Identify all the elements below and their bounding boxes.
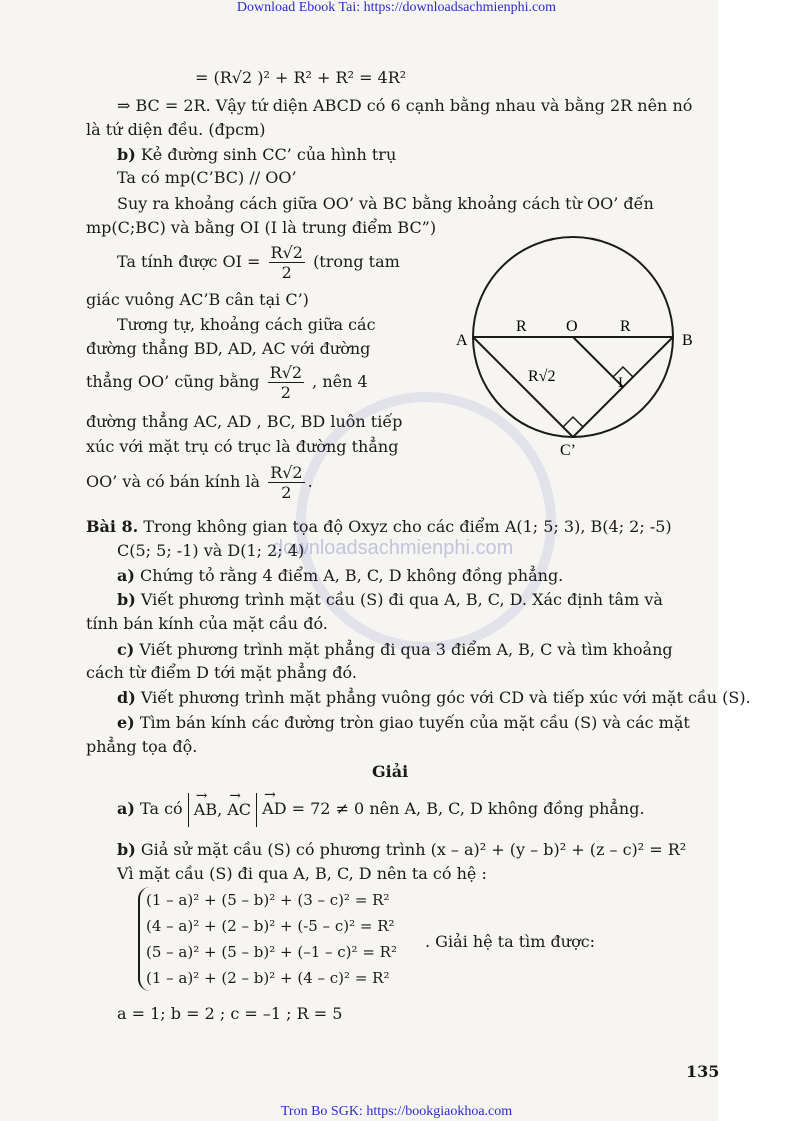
footer-link[interactable]: Tron Bo SGK: https://bookgiaokhoa.com [280, 1104, 513, 1119]
text-span: Ta tính được OI = [117, 252, 261, 271]
bracket: → AB, → AC [188, 793, 257, 827]
fraction: $\frac{R√2}{2}$ [270, 463, 303, 502]
text-line: giác vuông AC’B cân tại C’) [86, 290, 309, 309]
vector-ac: → AC [227, 795, 251, 825]
text-span: Kẻ đường sinh CC’ của hình trụ [135, 145, 397, 164]
circle-diagram [456, 255, 708, 465]
label-r-sqrt2: R√2 [528, 368, 556, 385]
equation: (1 – a)² + (5 – b)² + (3 – c)² = R² [146, 891, 390, 909]
text-line: OO’ và có bán kính là $\frac{R√2}{2}$ . [86, 463, 313, 502]
equation: (5 – a)² + (5 – b)² + (–1 – c)² = R² [146, 943, 397, 961]
watermark-text: downloadsachmienphi.com [272, 537, 514, 559]
page-number: 135 [686, 1062, 720, 1081]
exercise-title [86, 517, 672, 537]
solution-heading: Giải [372, 762, 409, 781]
right-angle-i [613, 367, 633, 377]
exercise-label: Bài 8. [86, 517, 139, 536]
text-span: , nên 4 [312, 372, 368, 391]
text-line: đường thẳng AC, AD , BC, BD luôn tiếp [86, 412, 403, 431]
text-line: C(5; 5; -1) và D(1; 2; 4) [117, 541, 305, 560]
vector-ab: → AB [194, 795, 217, 825]
text-line: xúc với mặt trụ có trục là đường thẳng [86, 437, 399, 456]
fraction: $\frac{R√2}{2}$ [270, 243, 303, 282]
text-line: tính bán kính của mặt cầu đó. [86, 614, 328, 633]
label-o: O [566, 318, 578, 335]
text-line: mp(C;BC) và bằng OI (I là trung điểm BC”) [86, 218, 437, 237]
vector-ad: → AD [262, 792, 286, 826]
text-line: cách từ điểm D tới mặt phẳng đó. [86, 663, 357, 682]
fraction: $\frac{R√2}{2}$ [269, 363, 303, 402]
text-line: Suy ra khoảng cách giữa OO’ và BC bằng khoảng cách từ OO’ đến [117, 194, 654, 213]
text-line: a) Chứng tỏ rằng 4 điểm A, B, C, D không đồng phẳng. [117, 566, 564, 585]
text-line: e) Tìm bán kính các đường tròn giao tuyến của mặt cầu (S) và các mặt [117, 713, 690, 732]
equation-system [138, 887, 397, 991]
text-span: (trong tam [313, 252, 400, 271]
text-line: b) Viết phương trình mặt cầu (S) đi qua A, B, C, D. Xác định tâm và [117, 590, 663, 609]
result-line: a = 1; b = 2 ; c = –1 ; R = 5 [117, 1004, 343, 1023]
text-line: ⇒ BC = 2R. Vậy tứ diện ABCD có 6 cạnh bằng nhau và bằng 2R nên nó [117, 96, 693, 115]
text-line [117, 145, 396, 165]
equation-line: = (R√2 )² + R² + R² = 4R² [195, 68, 407, 87]
label-a: A [456, 332, 468, 349]
label-i: I [618, 375, 623, 391]
text-line: Ta có mp(C’BC) // OO’ [117, 168, 297, 187]
equation: (1 – a)² + (2 – b)² + (4 – c)² = R² [146, 969, 390, 987]
text-line: c) Viết phương trình mặt phẳng đi qua 3 điểm A, B, C và tìm khoảng [117, 640, 673, 659]
text-line: phẳng tọa độ. [86, 737, 198, 756]
text-line: . Giải hệ ta tìm được: [425, 932, 596, 951]
equation: (4 – a)² + (2 – b)² + (-5 – c)² = R² [146, 917, 395, 935]
download-header[interactable]: Download Ebook Tai: https://downloadsachmienphi.com [236, 0, 557, 15]
text-line: đường thẳng BD, AD, AC với đường [86, 339, 371, 358]
text-line: là tứ diện đều. (đpcm) [86, 120, 266, 139]
segment-ac [473, 337, 573, 437]
text-line [117, 242, 400, 282]
text-line: d) Viết phương trình mặt phẳng vuông góc với CD và tiếp xúc với mặt cầu (S). [117, 688, 751, 707]
right-angle-c [563, 417, 583, 427]
segment-oi [573, 337, 623, 387]
label-r: R [516, 318, 527, 335]
label-b: B [682, 332, 693, 349]
label-r: R [620, 318, 631, 335]
label-c: C’ [560, 442, 576, 459]
text-line [86, 362, 368, 402]
text-line: b) Giả sử mặt cầu (S) có phương trình (x – a)² + (y – b)² + (z – c)² = R² [117, 840, 687, 859]
text-line: Tương tự, khoảng cách giữa các [117, 315, 376, 334]
part-label: b) [117, 145, 136, 164]
text-line: Vì mặt cầu (S) đi qua A, B, C, D nên ta có hệ : [117, 864, 487, 883]
text-span: Trong không gian tọa độ Oxyz cho các điểm A(1; 5; 3), B(4; 2; -5) [138, 517, 672, 536]
text-span: thẳng OO’ cũng bằng [86, 372, 260, 391]
text-span: OO’ và có bán kính là [86, 472, 261, 491]
solution-a: a) Ta có → AB, → AC → AD = 72 ≠ 0 nên A, B, C, D không đồng phẳng. [117, 792, 645, 827]
